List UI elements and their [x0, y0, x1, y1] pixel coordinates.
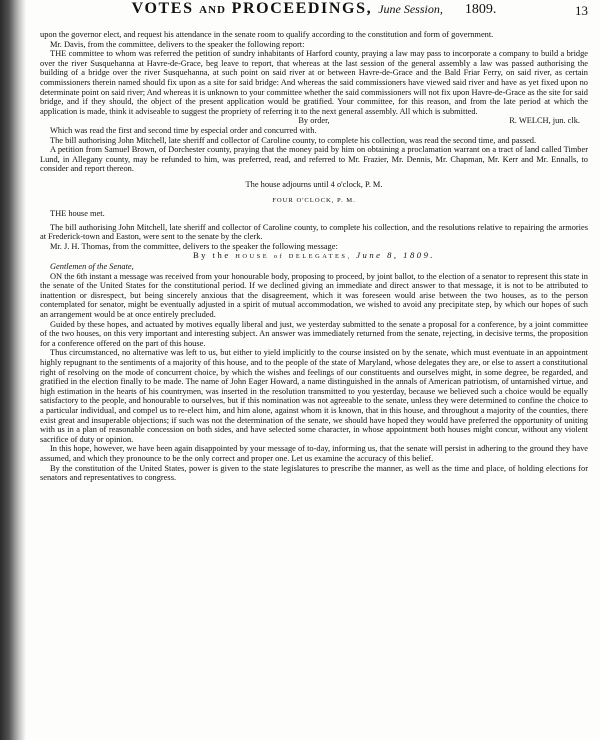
paragraph-thomas-message: Mr. J. H. Thomas, from the committee, delivers to the speaker the following message: — [50, 241, 338, 251]
paragraph-sent-to-senate: The bill authorising John Mitchell, late sheriff and collector of Caroline county, to complete his collection, and the resolutions relative to repairing the armories at Frederick-town and Easton, were sent to the senate by the clerk. — [40, 222, 588, 242]
paragraph-davis: Mr. Davis, from the committee, delivers to the speaker the following report: — [50, 39, 305, 49]
paragraph-brown-petition: A petition from Samuel Brown, of Dorchester county, praying that the money paid by him on obtaining a proclamation warrant on a tract of land called Timber Lund, in Allegany county, may be refunded to him, was preferred, read, and referred to Mr. Frazier, Mr. Dennis, Mr. Chapman, Mr. Kerr and Mr. Ennalls, to consider and report thereon. — [40, 145, 588, 174]
header-session: June Session, — [378, 2, 443, 16]
heading-delegates: DELEGATES, — [288, 253, 352, 261]
heading-house: HOUSE — [235, 253, 270, 261]
title-proceedings: PROCEEDINGS, — [231, 0, 373, 17]
message-paragraph-1: ON the 6th instant a message was received from your honourable body, proposing to proceed, by joint ballot, to the election of a senator to represent this state in the senate of the United States for the constitutional period. If we declined giving an immediate and direct answer to that message, it is not to be attributed to inattention or disrespect, but being sincerely anxious that the disagreement, which it was foreseen would arise between the two houses, as to the person contemplated for senator, might be eventually adjusted in a spirit of mutual accommodation, we wished to avoid any precipitate step, by which our hopes of such an arrangement would be at once entirely precluded. — [40, 271, 588, 320]
four-oclock-heading: FOUR O'CLOCK, P. M. — [272, 196, 356, 204]
signature-by-order: By order, — [298, 116, 330, 126]
paragraph-mitchell-bill: The bill authorising John Mitchell, late sheriff and collector of Caroline county, to complete his collection, was read the second time, and passed. — [50, 135, 537, 145]
header-year: 1809. — [464, 2, 497, 17]
message-paragraph-5: By the constitution of the United States, power is given to the state legislatures to prescribe the manner, as well as the time and place, of holding elections for senators and representatives to congress. — [40, 463, 588, 483]
adjourn-line: The house adjourns until 4 o'clock, P. M. — [245, 179, 383, 189]
message-paragraph-2: Guided by these hopes, and actuated by motives equally liberal and just, we yesterday submitted to the senate a proposal for a conference, by a joint committee of the two houses, on this very important and interesting subject. An answer was immediately returned from the senate, rejecting, in decisive terms, the proposition for a conference offered on the part of this house. — [40, 319, 588, 348]
heading-of: of — [273, 253, 285, 261]
message-paragraph-4: In this hope, however, we have been again disappointed by your message of to-day, informing us, that the senate will persist in adhering to the ground they have assumed, and which they pronounce to be the only correct and proper one. Let us examine the accuracy of this belief. — [40, 444, 588, 463]
paragraph-committee-report: THE committee to whom was referred the petition of sundry inhabitants of Harford county, praying a law may pass to incorporate a company to build a bridge over the river Susquehanna at Havre-de-Grace, beg leave to report, that whereas at the last session of the general assembly a law was passed authorising the building of a bridge over the river Susquehanna, at such point on said river at or between Havre-de-Grace and the Bald Friar Ferry, on said river, as certain commissioners therein named should fix upon as a site for said bridge: And whereas the said commissioners have viewed said river and have as yet fixed upon no determinate point on said river; And whereas it is unknown to your committee whether the said commissioners will not fix upon Havre-de-Grace as the site for said bridge, and if they should, the object of the present application would be gratified. Your committee, for this reason, and from the late period at which the application is made, think it adviseable to suggest the propriety of referring it to the next general assembly. All which is submitted. — [40, 49, 588, 116]
house-met-line: THE house met. — [50, 209, 105, 219]
signature-name: R. WELCH, jun. clk. — [509, 116, 580, 126]
scan-binding-shadow — [0, 0, 26, 740]
title-and: AND — [199, 4, 227, 16]
header-title — [131, 0, 373, 17]
heading-by-the: By the — [192, 250, 231, 261]
paragraph-concurred: Which was read the first and second time by especial order and concurred with. — [50, 125, 317, 135]
message-heading — [40, 251, 588, 262]
page-number: 13 — [575, 3, 588, 18]
paragraph-governor: upon the governor elect, and request his attendance in the senate room to qualify according to the constitution and form of government. — [40, 30, 494, 39]
running-header — [40, 0, 588, 28]
salutation: Gentlemen of the Senate, — [50, 262, 134, 272]
heading-date: June 8, 1809. — [356, 250, 436, 261]
message-paragraph-3: Thus circumstanced, no alternative was left to us, but either to yield implicitly to the course insisted on by the senate, which must eventuate in an appointment highly repugnant to the sentiments of a majority of this house, and to the people of the state of Maryland, whose delegates they are, or else to assert a constitutional right of resolving on the mode of concurrent choice, by which the wishes and feelings of our constituents and ourselves might, in some degree, be regarded, and gratified in the election finally to be made. The name of John Eager Howard, a name distinguished in the annals of American patriotism, of untarnished virtue, and high estimation in the hearts of his countrymen, was inserted in the resolution transmitted to you yesterday, because we believed such a choice would be equally satisfactory to the people, and honourable to ourselves, but if this nomination was not agreeable to the senate, unless they were determined to confine the choice to a particular individual, and compel us to re-elect him, and him alone, against whom it is known, that in this house, and throughout a majority of the counties, there exist great and insuperable objections; if such was not the determination of the senate, we should have hoped they would have preferred the opportunity of uniting with us in a plan of reasonable concession on both sides, and have selected some character, in whose appointment both houses might concur, without any violent sacrifice of duty or opinion. — [40, 348, 588, 444]
title-votes: VOTES — [131, 0, 194, 17]
